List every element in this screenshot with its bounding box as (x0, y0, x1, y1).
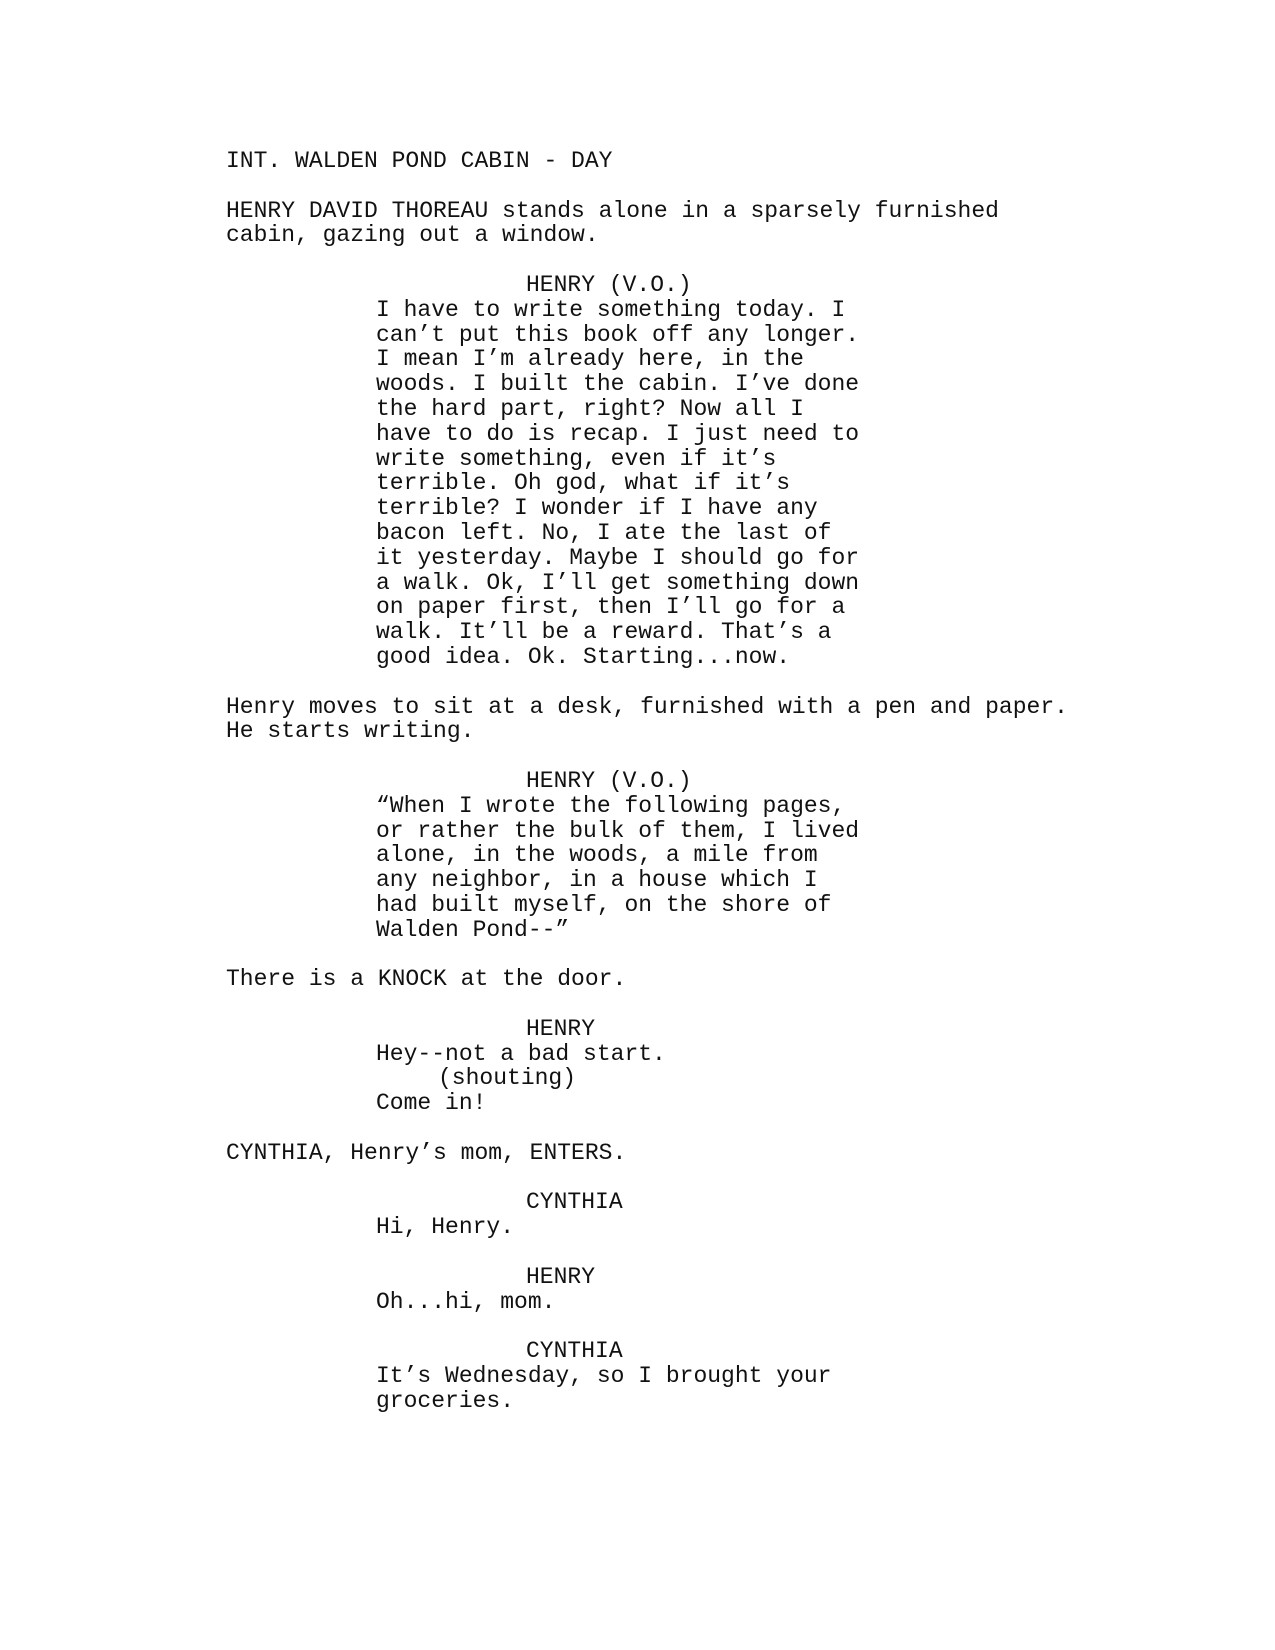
dialogue-line: groceries. (376, 1387, 515, 1414)
blank-line (226, 943, 1126, 968)
dialogue-line: a walk. Ok, I’ll get something down (376, 569, 860, 596)
dialogue-line: have to do is recap. I just need to (376, 420, 860, 447)
action-line: Henry moves to sit at a desk, furnished with a pen and paper. (226, 693, 1068, 720)
blank-line (226, 1240, 1126, 1265)
dialogue-line: write something, even if it’s (376, 445, 777, 472)
dialogue-line: the hard part, right? Now all I (376, 395, 804, 422)
dialogue-line: terrible. Oh god, what if it’s (376, 470, 791, 497)
character-line: HENRY (V.O.) (526, 271, 692, 298)
dialogue-line: walk. It’ll be a reward. That’s a (376, 619, 832, 646)
dialogue-line: Come in! (376, 1090, 487, 1117)
dialogue-line: woods. I built the cabin. I’ve done (376, 371, 860, 398)
character-line: HENRY (526, 1015, 596, 1042)
blank-line (226, 1116, 1126, 1141)
blank-line (226, 174, 1126, 199)
parenthetical-line: (shouting) (438, 1065, 577, 1092)
dialogue-line: I mean I’m already here, in the (376, 346, 804, 373)
blank-line (226, 670, 1126, 695)
dialogue-line: terrible? I wonder if I have any (376, 495, 818, 522)
blank-line (226, 744, 1126, 769)
dialogue-line: Hey--not a bad start. (376, 1040, 666, 1067)
action-line: There is a KNOCK at the door. (226, 966, 627, 993)
screenplay-body (226, 149, 1126, 1414)
dialogue-line: bacon left. No, I ate the last of (376, 519, 832, 546)
character-line: HENRY (V.O.) (526, 767, 692, 794)
character-line: CYNTHIA (526, 1338, 623, 1365)
dialogue-line: “When I wrote the following pages, (376, 792, 846, 819)
dialogue-line: any neighbor, in a house which I (376, 867, 818, 894)
action-line: HENRY DAVID THOREAU stands alone in a sparsely furnished (226, 197, 999, 224)
action-line: CYNTHIA, Henry’s mom, ENTERS. (226, 1139, 627, 1166)
blank-line (226, 992, 1126, 1017)
dialogue-line: Hi, Henry. (376, 1214, 515, 1241)
dialogue-line: good idea. Ok. Starting...now. (376, 643, 791, 670)
blank-line (226, 1314, 1126, 1339)
dialogue-line: I have to write something today. I (376, 296, 846, 323)
scene-heading-line: INT. WALDEN POND CABIN - DAY (226, 148, 613, 174)
dialogue-line: It’s Wednesday, so I brought your (376, 1363, 832, 1390)
blank-line (226, 1166, 1126, 1191)
dialogue-line: on paper first, then I’ll go for a (376, 594, 846, 621)
dialogue-line: Walden Pond--” (376, 916, 570, 943)
dialogue-line: had built myself, on the shore of (376, 891, 832, 918)
action-line: He starts writing. (226, 718, 475, 745)
character-line: CYNTHIA (526, 1189, 623, 1216)
dialogue-line: can’t put this book off any longer. (376, 321, 860, 348)
action-line: cabin, gazing out a window. (226, 222, 599, 249)
dialogue-line: Oh...hi, mom. (376, 1288, 556, 1315)
blank-line (226, 248, 1126, 273)
dialogue-line: it yesterday. Maybe I should go for (376, 544, 860, 571)
dialogue-line: or rather the bulk of them, I lived (376, 817, 860, 844)
dialogue-line: alone, in the woods, a mile from (376, 842, 818, 869)
character-line: HENRY (526, 1263, 596, 1290)
